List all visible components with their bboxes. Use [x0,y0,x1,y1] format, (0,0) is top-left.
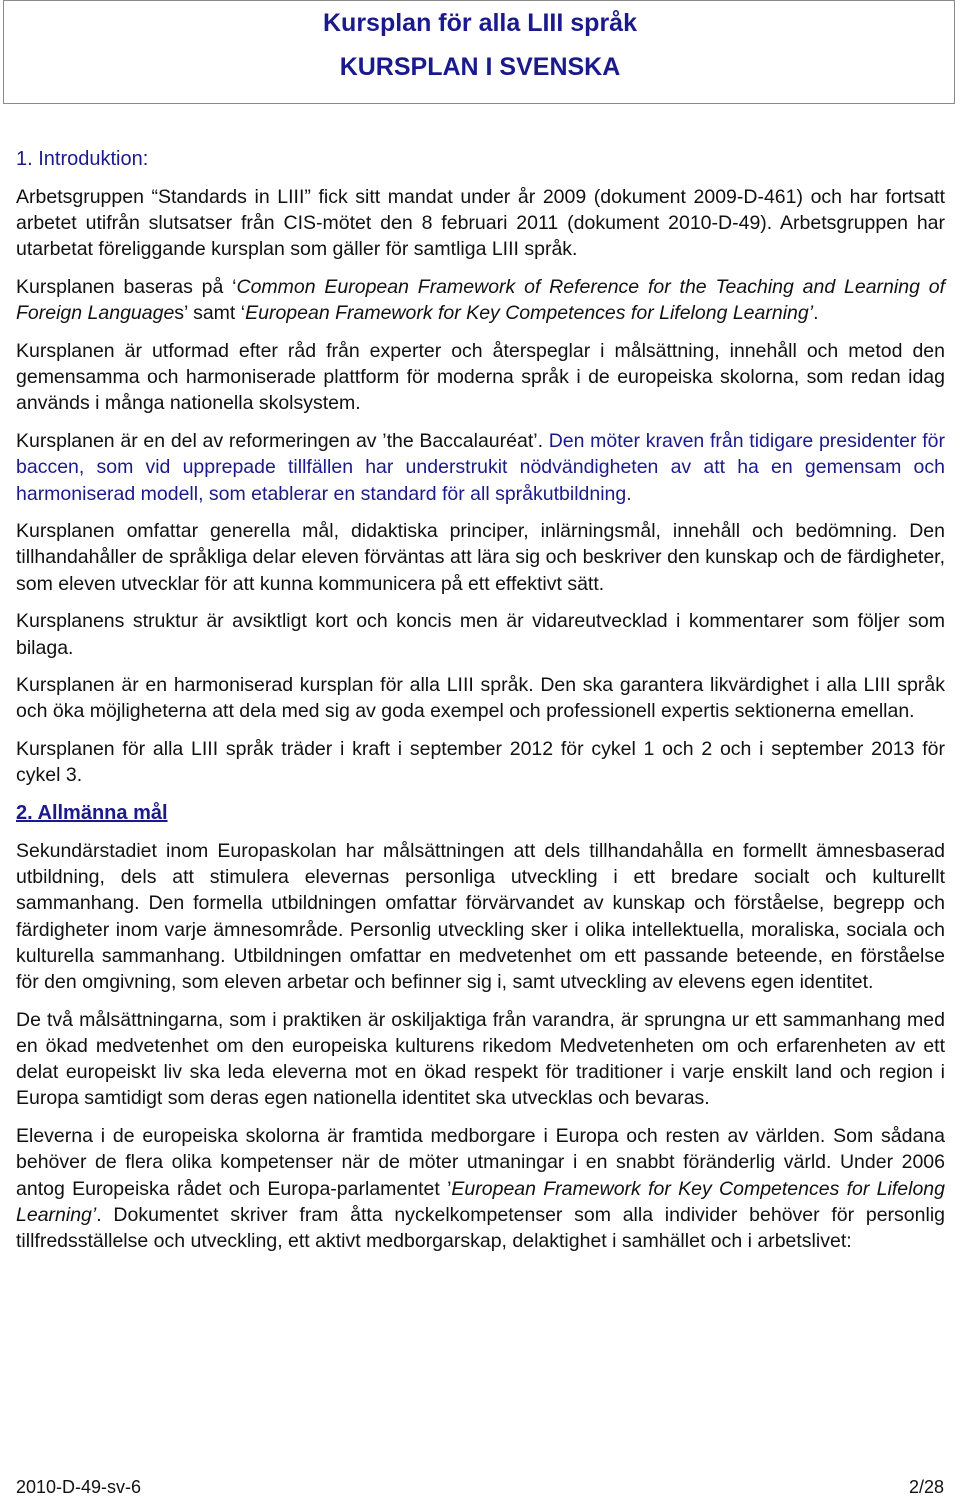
paragraph-goals-3 [16,1123,945,1254]
paragraph-intro-8: Kursplanen för alla LIII språk träder i kraft i september 2012 för cykel 1 och 2 och i september 2013 för cykel 3. [16,738,945,787]
document-body [16,146,945,1266]
footer-doc-reference: 2010-D-49-sv-6 [16,1477,142,1497]
section-heading-allmanna-mal: 2. Allmänna mål [16,802,168,825]
efkc-title: European Framework for Key Competences for Lifelong Learning’ [245,302,814,325]
paragraph-intro-3: Kursplanen är utformad efter råd från experter och återspeglar i målsättning, innehåll och metod den gemensamma och harmoniserade plattform för moderna språk i de europeiska skolorna, som redan idag används i många nationella skolsystem. [16,340,945,415]
paragraph-goals-3-start: Eleverna i de europeiska skolorna är framtida medborgare i Europa och resten av världen. Som sådana behöver de flera olika kompetenser när de möter utmaningar i en snabbt föränderlig värld. Under 2006 antog Europeiska rådet och Europa-parlamentet ’ [16,1125,945,1200]
paragraph-intro-4 [16,428,945,507]
efkc-title-2: European Framework for Key Competences for Lifelong Learning’ [16,1177,945,1226]
paragraph-intro-4-a: Kursplanen är en del av reformeringen av ’the Baccalauréat’. [16,430,543,453]
paragraph-intro-2-start: Kursplanen baseras på ‘ [16,276,237,299]
footer-page-number: 2/28 [908,1477,944,1497]
paragraph-intro-4-b: Den möter kraven från tidigare presidenter för baccen, som vid upprepade tillfällen har understrukit nödvändigheten av att ha en gemensam och harmoniserad modell, som etablerar en standard för all språkutbildning. [16,430,945,505]
paragraph-intro-5: Kursplanen omfattar generella mål, didaktiska principer, inlärningsmål, innehåll och bedömning. Den tillhandahåller de språkliga delar eleven förväntas att lära sig och beskriver den kunskap och de färdigheter, som eleven utvecklar för att kunna kommunicera på ett effektivt sätt. [16,520,945,595]
paragraph-intro-2-end: . [813,302,819,325]
paragraph-goals-1: Sekundärstadiet inom Europaskolan har målsättningen att dels tillhandahålla en formellt ämnesbaserad utbildning, dels att stimulera elevernas personliga utveckling i ett bredare socialt och kulturellt sammanhang. Den formella utbildningen omfattar förvärvandet av kunskap och förståelse, begrepp och färdigheter inom varje ämnesområde. Personlig utveckling sker i olika intellektuella, moraliska, sociala och kulturella sammanhang. Utbildningen omfattar en medvetenhet om ett passande beteende, en förståelse för den omgivning, som eleven arbetar och befinner sig i, samt utveckling av elevens egen identitet. [16,840,945,994]
paragraph-intro-1: Arbetsgruppen “Standards in LIII” fick sitt mandat under år 2009 (dokument 2009-D-461) och har fortsatt arbetet utifrån slutsatser från CIS-mötet den 8 februari 2011 (dokument 2010-D-49). Arbetsgruppen har utarbetat föreliggande kursplan som gäller för samtliga LIII språk. [16,186,945,261]
document-title: Kursplan för alla LIII språk [323,9,637,37]
section-heading-introduktion: 1. Introduktion: [16,148,149,170]
paragraph-intro-2 [16,274,945,326]
paragraph-goals-3-end: . Dokumentet skriver fram åtta nyckelkompetenser som alla individer behöver för personlig tillfredsställelse och utveckling, ett aktivt medborgarskap, delaktighet i samhället och i arbetslivet: [16,1203,945,1252]
document-subtitle: KURSPLAN I SVENSKA [339,53,621,81]
paragraph-intro-7: Kursplanen är en harmoniserad kursplan för alla LIII språk. Den ska garantera likvärdighet i alla LIII språk och öka möjligheterna att dela med sig av goda exempel och professionell expertis sektionerna emellan. [16,674,945,723]
paragraph-goals-2: De två målsättningarna, som i praktiken är oskiljaktiga från varandra, är sprungna ur ett sammanhang med en ökad medvetenhet om den europeiska kulturens rikedom Medvetenheten om och erfarenheten av ett delat europeiskt liv ska leda eleverna mot en ökad respekt för traditioner i varje enskilt land och region i Europa samtidigt som deras egen nationella identitet ska utvecklas och bevaras. [16,1008,945,1110]
paragraph-intro-6: Kursplanens struktur är avsiktligt kort och koncis men är vidareutvecklad i kommentarer som följer som bilaga. [16,610,945,659]
cefr-title: Common European Framework of Reference for the Teaching and Learning of Foreign Language [16,276,945,325]
paragraph-intro-2-mid: s’ samt ‘ [174,302,246,325]
